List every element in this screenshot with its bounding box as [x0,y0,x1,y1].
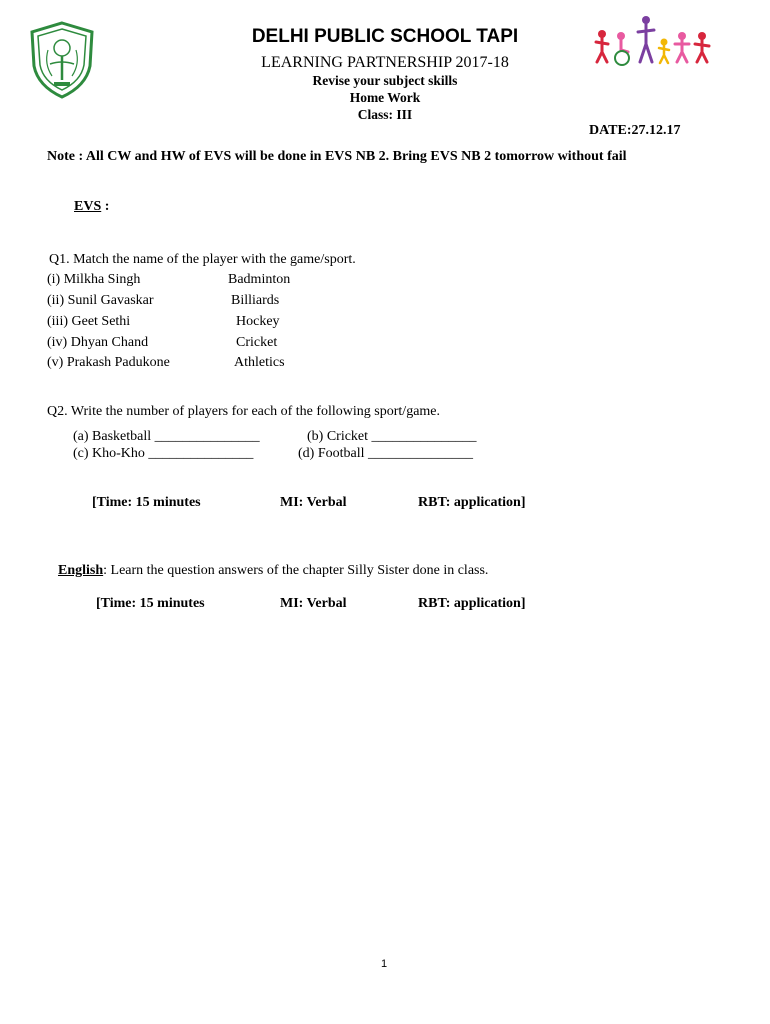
evs-heading-suffix: : [101,199,110,214]
q1-question: Q1. Match the name of the player with the game/sport. [49,252,356,267]
q1-player: (iii) Geet Sethi [47,314,131,329]
q1-sport: Hockey [236,314,280,329]
english-line [58,563,488,579]
q2-question: Q2. Write the number of players for each of the following sport/game. [47,404,441,419]
english-time: [Time: 15 minutes [96,596,205,611]
evs-mi: MI: Verbal [280,495,347,510]
school-name: DELHI PUBLIC SCHOOL TAPI [251,26,519,47]
q1-sport: Billiards [231,293,280,308]
english-text: : Learn the question answers of the chapter Silly Sister done in class. [103,563,489,578]
page-number: 1 [381,958,388,970]
note: Note : All CW and HW of EVS will be done in EVS NB 2. Bring EVS NB 2 tomorrow without fail [47,149,627,164]
q1-player: (i) Milkha Singh [47,272,141,287]
q2-item: (a) Basketball _______________ [73,429,260,444]
english-rbt: RBT: application] [418,596,526,611]
q1-sport: Cricket [236,335,278,350]
q2-item: (d) Football _______________ [298,446,473,461]
q1-player: (iv) Dhyan Chand [47,335,149,350]
q1-sport: Athletics [234,355,285,370]
evs-heading [74,199,109,215]
program-title: LEARNING PARTNERSHIP 2017-18 [261,54,509,71]
subtitle: Revise your subject skills [312,73,458,88]
q2-item: (b) Cricket _______________ [307,429,477,444]
date: DATE:27.12.17 [589,123,681,138]
class-label: Class: III [357,107,413,122]
q1-sport: Badminton [228,272,291,287]
evs-heading-label: EVS [74,199,102,214]
evs-rbt: RBT: application] [418,495,526,510]
q2-item: (c) Kho-Kho _______________ [73,446,254,461]
english-heading: English [58,563,104,578]
english-mi: MI: Verbal [280,596,347,611]
doc-type: Home Work [349,90,421,105]
q1-player: (v) Prakash Padukone [47,355,170,370]
evs-time: [Time: 15 minutes [92,495,201,510]
q1-player: (ii) Sunil Gavaskar [47,293,154,308]
